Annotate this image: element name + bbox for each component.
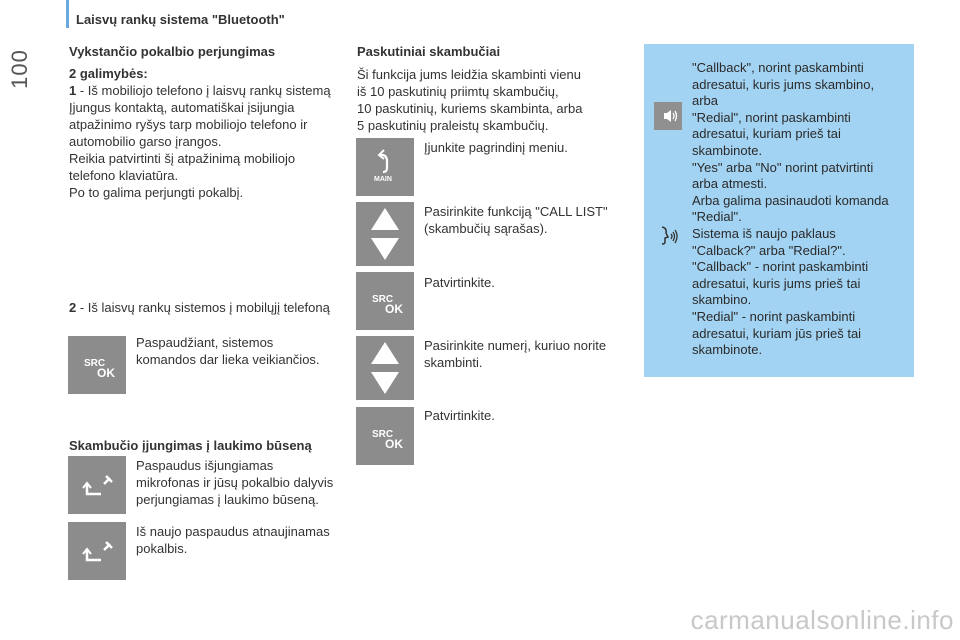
section-title-recent-calls: Paskutiniai skambučiai [357,44,501,59]
src-ok-button[interactable] [68,336,126,394]
section-title-transfer: Vykstančio pokalbio perjungimas [69,44,276,59]
step-main-menu: Įjunkite pagrindinį meniu. [424,140,568,155]
main-menu-icon [356,138,414,196]
svg-text:SRC: SRC [372,294,394,305]
hold-note: Paspaudus išjungiamas mikrofonas ir jūsų pokalbio dalyvis perjungiamas į laukimo būseną. [136,458,334,507]
step-confirm-2: Patvirtinkite. [424,408,495,423]
page-number: 100 [6,49,32,89]
svg-text:OK: OK [385,302,403,316]
up-down-button[interactable] [356,336,414,400]
recent-calls-intro: Ši funkcija jums leidžia skambinti vienu iš 10 paskutinių priimtų skambučių, 10 paskutinių, kuriems skambinta, arba 5 paskutinių praleistų skambučių. [357,67,583,133]
src-ok-icon [68,336,126,394]
src-ok-button[interactable] [356,407,414,465]
step-confirm-1: Patvirtinkite. [424,275,495,290]
src-ok-icon [356,407,414,465]
header-accent-bar [66,0,69,28]
up-down-arrows-icon [356,202,414,266]
step-select-number: Pasirinkite numerį, kuriuo norite skambinti. [424,338,607,370]
page-header: Laisvų rankų sistema "Bluetooth" [76,12,285,27]
svg-text:SRC: SRC [84,358,106,369]
option-1-text: 1 - Iš mobiliojo telefono į laisvų rankų sistemą Įjungus kontaktą, automatiškai įsijungia atpažinimo ryšys tarp mobiliojo telefono ir automobilio garso įrangos. Reikia patvirtinti šį atpažinimą mobiliojo telefono klaviatūra. Po to galima perjungti pokalbį. [69,83,331,200]
step-select-call-list: Pasirinkite funkciją "CALL LIST" (skambučių sąrašas). [424,204,608,236]
src-ok-icon [356,272,414,330]
resume-note: Iš naujo paspaudus atnaujinamas pokalbis. [136,524,330,556]
phone-hangup-icon [68,522,126,580]
voice-speech-icon [656,223,682,249]
resume-button[interactable] [68,522,126,580]
src-note: Paspaudžiant, sistemos komandos dar lieka veikiančios. [136,335,320,367]
svg-text:OK: OK [97,366,115,380]
main-menu-button[interactable] [356,138,414,196]
option-1-number: 1 [69,83,77,98]
options-title: 2 galimybės: [69,66,148,81]
svg-text:SRC: SRC [372,429,394,440]
voice-command-text: "Callback", norint paskambinti adresatui, kuris jums skambino, arba "Redial", norint paskambinti adresatui, kuriam prieš tai skambinote. "Yes" arba "No" norint patvirtinti arba atmesti. Arba galima pasinaudoti komanda "Redial". Sistema iš naujo paklaus "Calback?" arba "Redial?". "Callback" - norint paskambinti adresatui, kuris jums prieš tai skambino. "Redial" - norint paskambinti adresatui, kuriam jūs prieš tai skambinote. [692,60,889,358]
svg-text:MAIN: MAIN [374,176,392,183]
svg-text:OK: OK [385,437,403,451]
section-title-hold: Skambučio įjungimas į laukimo būseną [69,438,312,453]
src-ok-button[interactable] [356,272,414,330]
hold-button[interactable] [68,456,126,514]
option-2-text: 2 - Iš laisvų rankų sistemos į mobilųjį telefoną [69,300,330,315]
option-2-number: 2 [69,300,77,315]
voice-command-button-icon [654,102,682,130]
phone-hangup-icon [68,456,126,514]
up-down-arrows-icon [356,336,414,400]
up-down-button[interactable] [356,202,414,266]
watermark: carmanualsonline.info [690,605,954,635]
